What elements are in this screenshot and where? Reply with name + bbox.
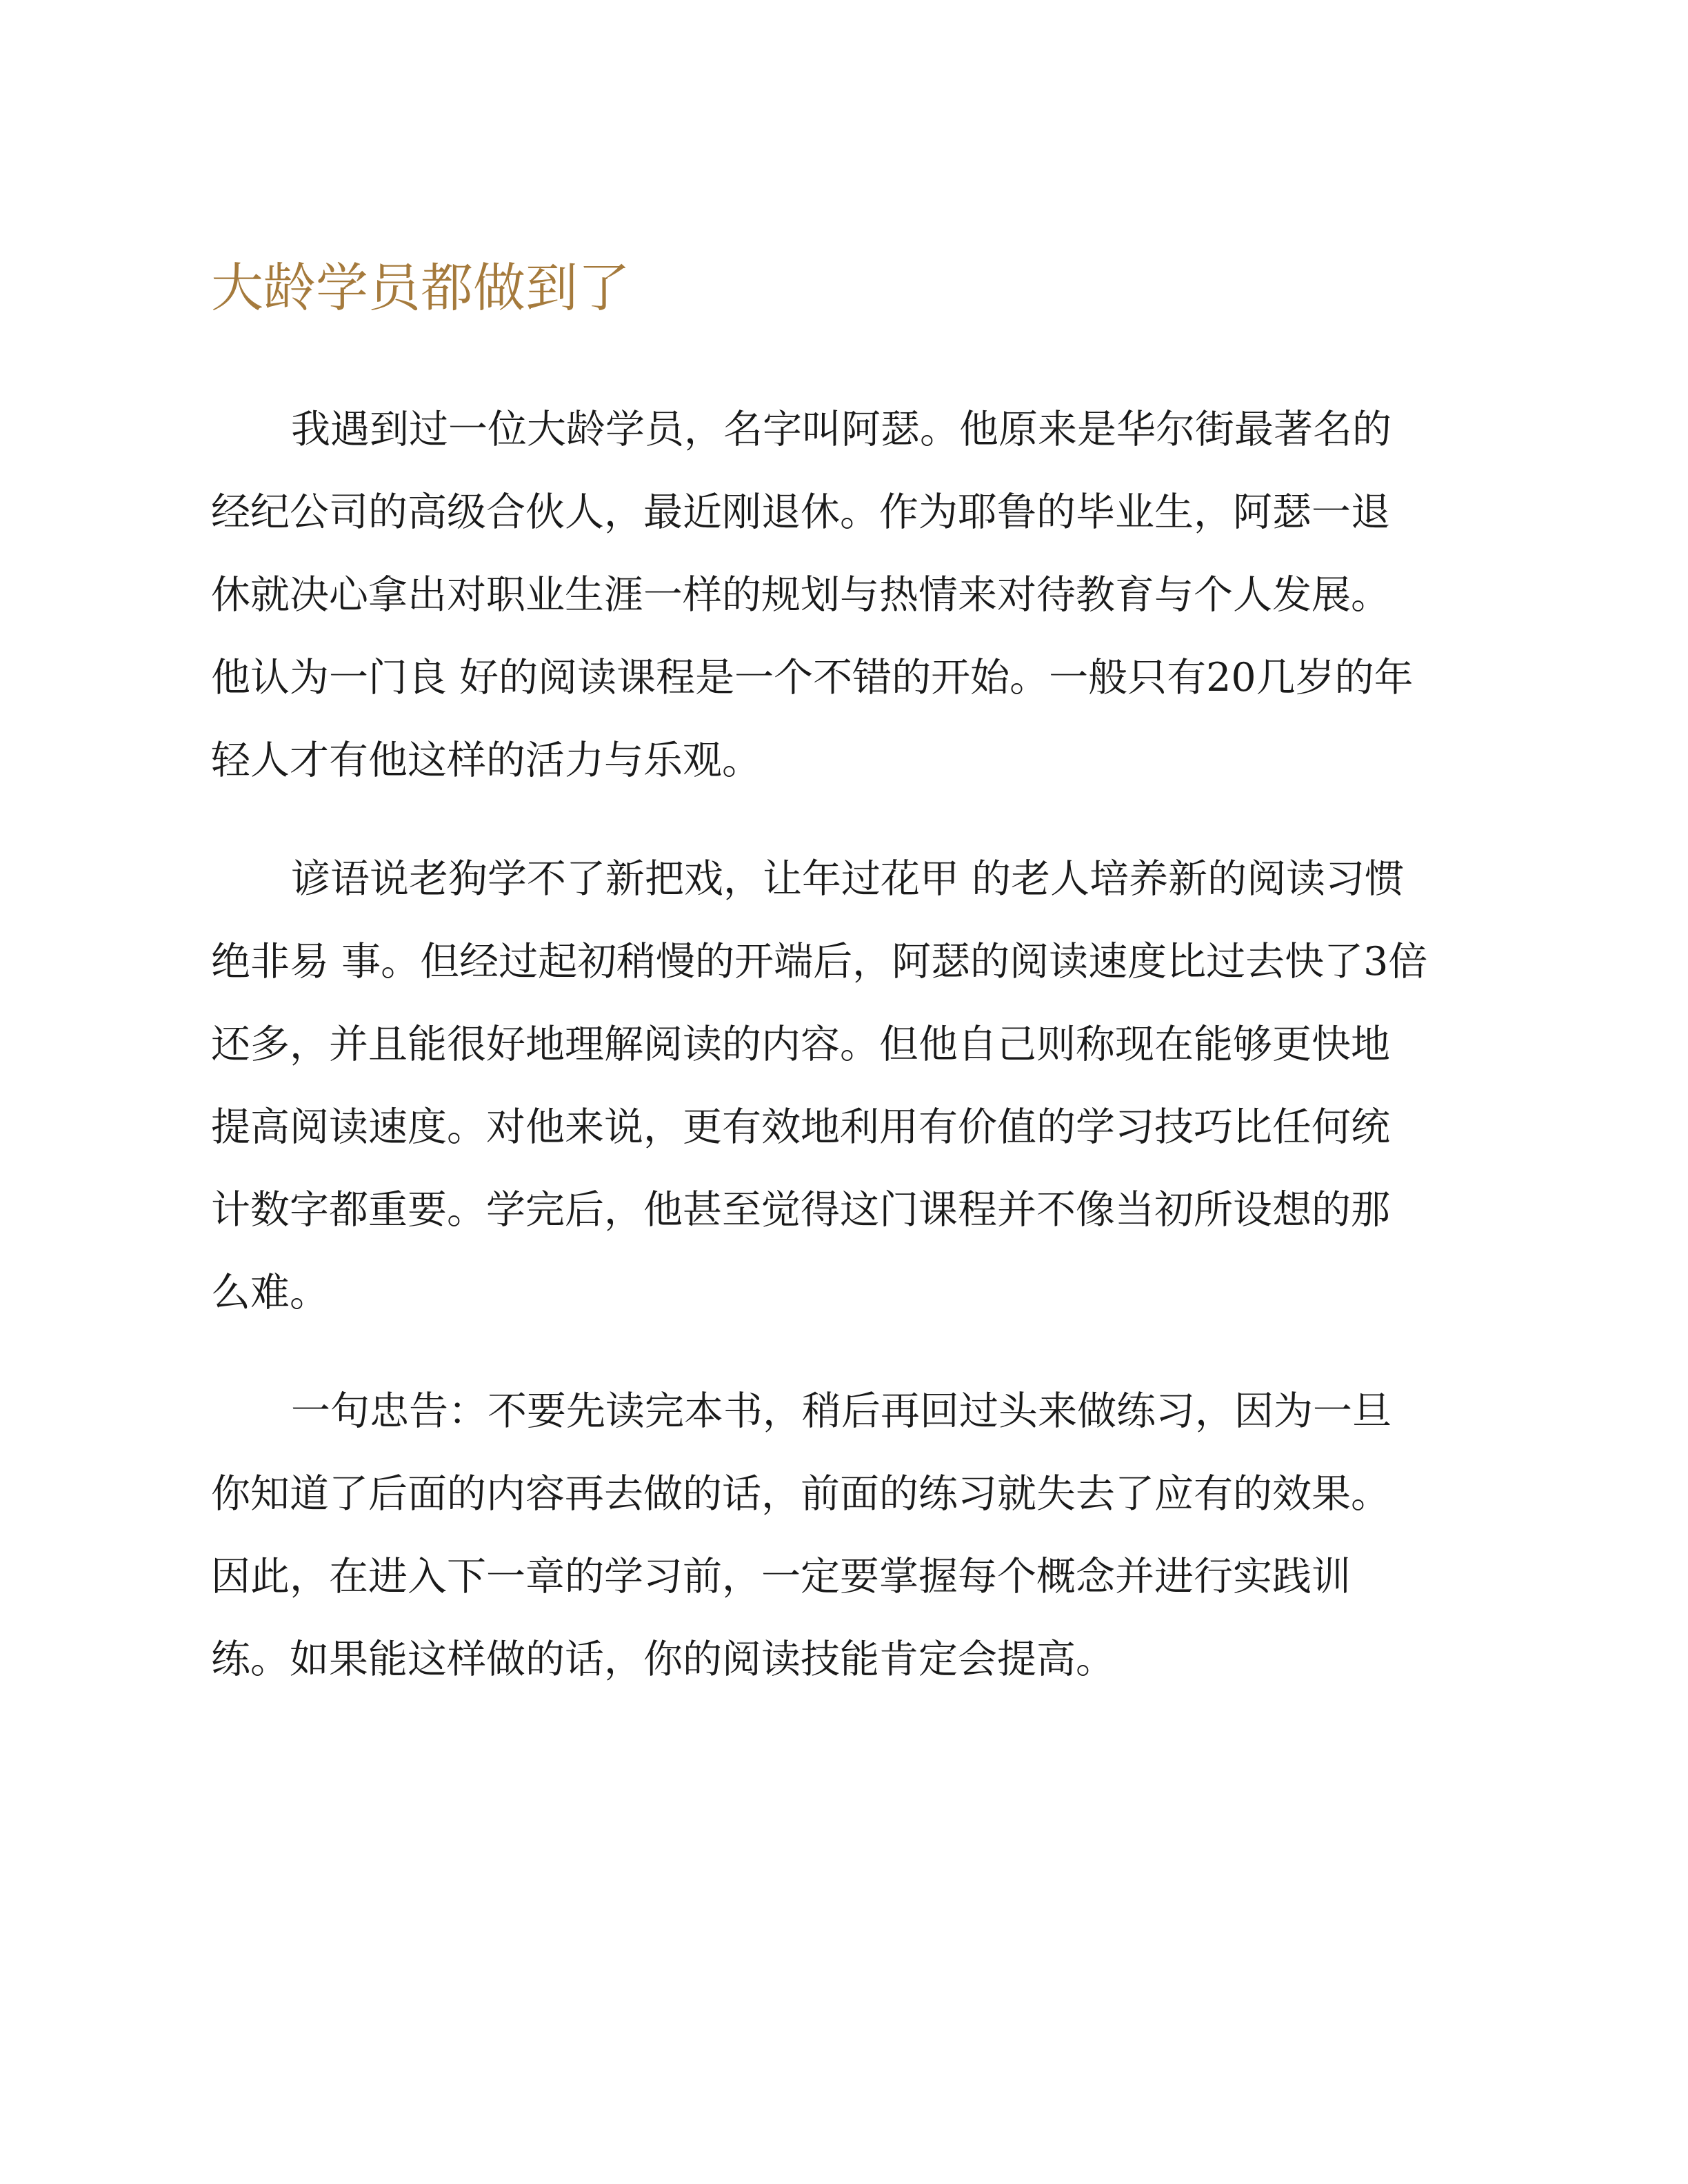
paragraph-line: 我遇到过一位大龄学员，名字叫阿瑟。他原来是华尔街最著名的: [291, 407, 1391, 452]
paragraph-line: 还多，并且能很好地理解阅读的内容。但他自己则称现在能够更快地: [211, 1022, 1390, 1067]
paragraph-line: 轻人才有他这样的活力与乐观。: [211, 738, 761, 783]
paragraph-line: 经纪公司的高级合伙人，最近刚退休。作为耶鲁的毕业生，阿瑟一退: [211, 489, 1390, 535]
paragraph-line: 绝非易 事。但经过起初稍慢的开端后，阿瑟的阅读速度比过去快了3倍: [211, 939, 1428, 984]
paragraph-line: 你知道了后面的内容再去做的话，前面的练习就失去了应有的效果。: [211, 1471, 1390, 1517]
page-title: 大龄学员都做到了: [211, 257, 630, 318]
paragraph-line: 练。如果能这样做的话，你的阅读技能肯定会提高。: [211, 1637, 1115, 1682]
paragraph-line: 提高阅读速度。对他来说，更有效地利用有价值的学习技巧比任何统: [211, 1104, 1390, 1150]
paragraph-line: 一句忠告：不要先读完本书，稍后再回过头来做练习，因为一旦: [291, 1388, 1391, 1434]
paragraph-line: 谚语说老狗学不了新把戏，让年过花甲 的老人培养新的阅读习惯: [291, 856, 1405, 902]
paragraph-line: 么难。: [211, 1270, 329, 1315]
paragraph-line: 他认为一门良 好的阅读课程是一个不错的开始。一般只有20几岁的年: [211, 655, 1414, 700]
paragraph-line: 休就决心拿出对职业生涯一样的规划与热情来对待教育与个人发展。: [211, 572, 1390, 618]
paragraph-line: 计数字都重要。学完后，他甚至觉得这门课程并不像当初所设想的那: [211, 1187, 1390, 1233]
paragraph-line: 因此，在进入下一章的学习前，一定要掌握每个概念并进行实践训: [211, 1554, 1351, 1599]
